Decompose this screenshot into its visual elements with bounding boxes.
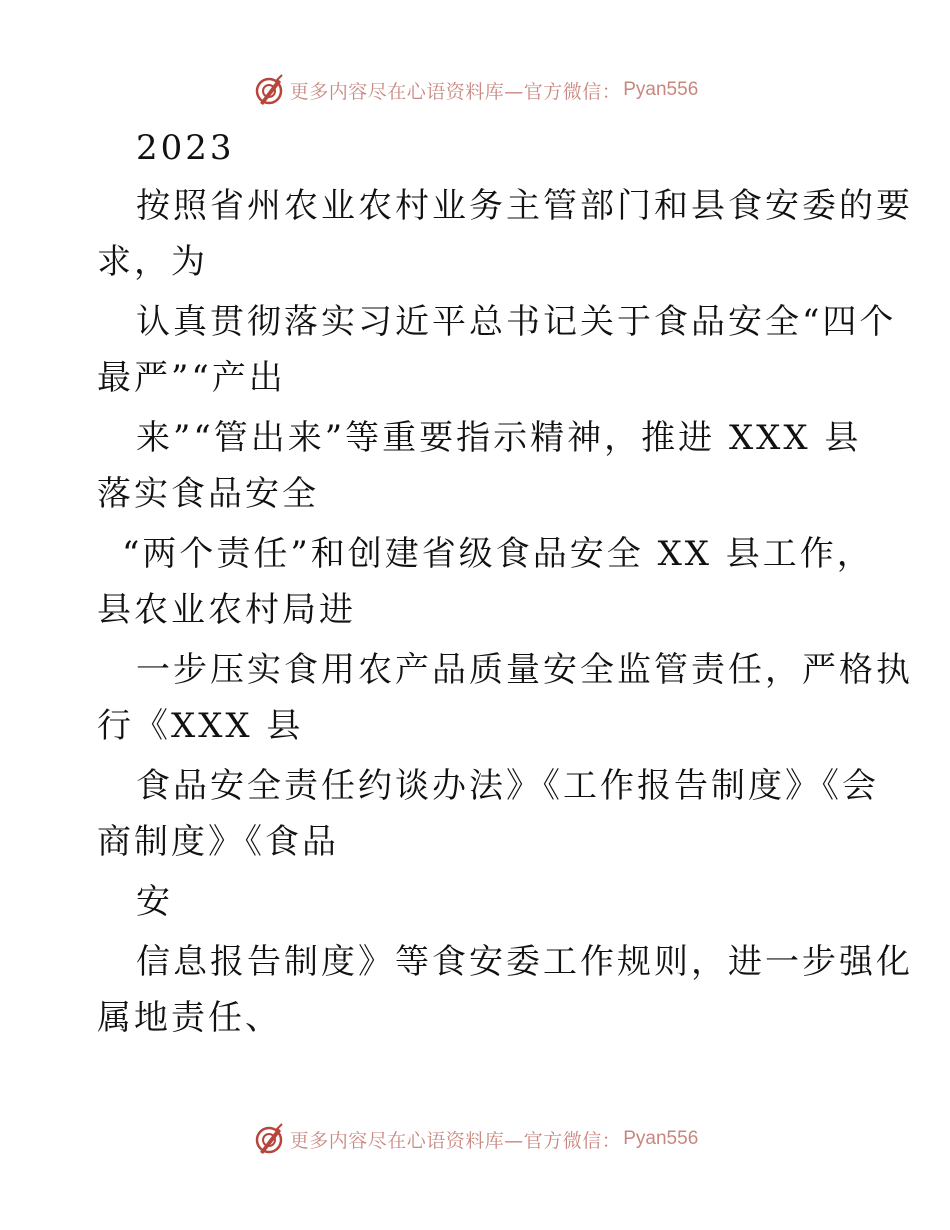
text-line-14: 安	[136, 882, 173, 922]
pen-logo-icon	[252, 73, 286, 107]
text-line-15: 信息报告制度》等食安委工作规则，进一步强化	[136, 942, 913, 982]
watermark-wechat-id: Pyan556	[623, 79, 699, 100]
text-line-16: 属地责任、	[97, 998, 282, 1038]
text-line-10: 一步压实食用农产品质量安全监管责任，严格执	[136, 650, 913, 690]
text-line-13: 商制度》《食品	[97, 822, 339, 862]
text-line-12: 食品安全责任约谈办法》《工作报告制度》《会	[136, 766, 879, 806]
text-line-8: “两个责任”和创建省级食品安全 XX 县工作，	[122, 534, 874, 574]
watermark-text: 更多内容尽在心语资料库—官方微信：	[289, 1129, 622, 1152]
text-line-6: 来”“管出来”等重要指示精神，推进 XXX 县	[136, 418, 862, 458]
text-line-5: 最严”“产出	[97, 358, 286, 398]
text-line-4: 认真贯彻落实习近平总书记关于食品安全“四个	[136, 302, 897, 342]
text-line-9: 县农业农村局进	[97, 590, 356, 630]
header-watermark	[0, 70, 950, 110]
watermark-text: 更多内容尽在心语资料库—官方微信：	[289, 80, 622, 103]
pen-logo-icon	[252, 1122, 286, 1156]
text-line-11: 行《XXX 县	[97, 706, 304, 746]
text-line-2: 按照省州农业农村业务主管部门和县食安委的要	[136, 186, 913, 226]
text-line-7: 落实食品安全	[97, 474, 319, 514]
watermark-wechat-id: Pyan556	[623, 1128, 699, 1149]
text-line-3: 求，为	[97, 242, 208, 282]
footer-watermark	[0, 1119, 950, 1159]
text-line-1: 2023	[136, 128, 235, 168]
